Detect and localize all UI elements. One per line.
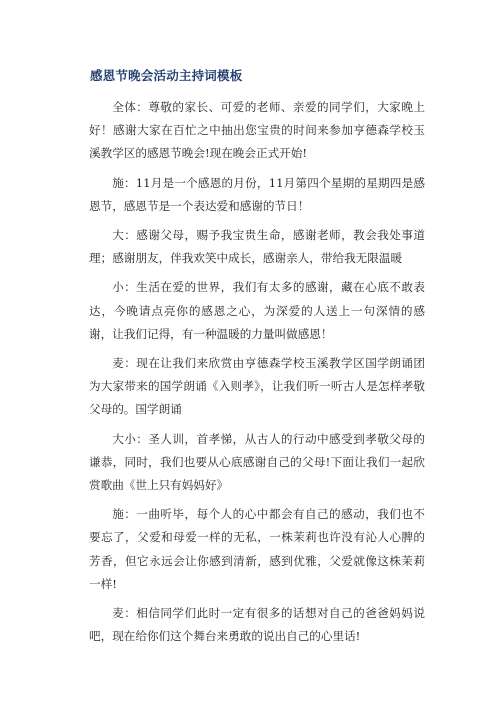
paragraph-xiao-gratitude: 小：生活在爱的世界，我们有太多的感谢，藏在心底不敢表达，今晚请点亮你的感恩之心，为深爱的人送上一句深情的感谢，让我们记得，有一种温暖的力量叫做感恩！ (89, 280, 425, 341)
document-body (89, 96, 425, 648)
paragraph-da-thanks: 大：感谢父母，赐予我宝贵生命，感谢老师，教会我处事道理；感谢朋友，伴我欢笑中成长，感谢亲人，带给我无限温暖 (89, 228, 425, 266)
paragraph-mai-recitation: 麦：现在让我们来欣赏由亨德森学校玉溪教学区国学朗诵团为大家带来的国学朗诵《入则孝》，让我们听一听古人是怎样孝敬父母的。国学朗诵 (89, 356, 425, 417)
paragraph-shi-intro: 施：11月是一个感恩的月份，11月第四个星期的星期四是感恩节，感恩节是一个表达爱和感谢的节日！ (89, 175, 425, 213)
document-title: 感恩节晚会活动主持词模板 (90, 68, 243, 83)
paragraph-daxiao-song: 大小：圣人训，首孝悌，从古人的行动中感受到孝敬父母的谦恭，同时，我们也要从心底感谢自己的父母!下面让我们一起欣赏歌曲《世上只有妈妈好》 (89, 431, 425, 493)
paragraph-mai-stage: 麦：相信同学们此时一定有很多的话想对自己的爸爸妈妈说吧，现在给你们这个舞台来勇敢的说出自己的心里话! (89, 606, 425, 644)
paragraph-opening: 全体：尊敬的家长、可爱的老师、亲爱的同学们，大家晚上好！感谢大家在百忙之中抽出您宝贵的时间来参加亨德森学校玉溪教学区的感恩节晚会!现在晚会正式开始! (89, 100, 425, 161)
paragraph-shi-fatherlove: 施：一曲听毕，每个人的心中都会有自己的感动，我们也不要忘了，父爱和母爱一样的无私，一株茉莉也许没有沁人心脾的芳香，但它永远会让你感到清新，感到优雅，父爱就像这株茉莉一样! (89, 507, 425, 591)
